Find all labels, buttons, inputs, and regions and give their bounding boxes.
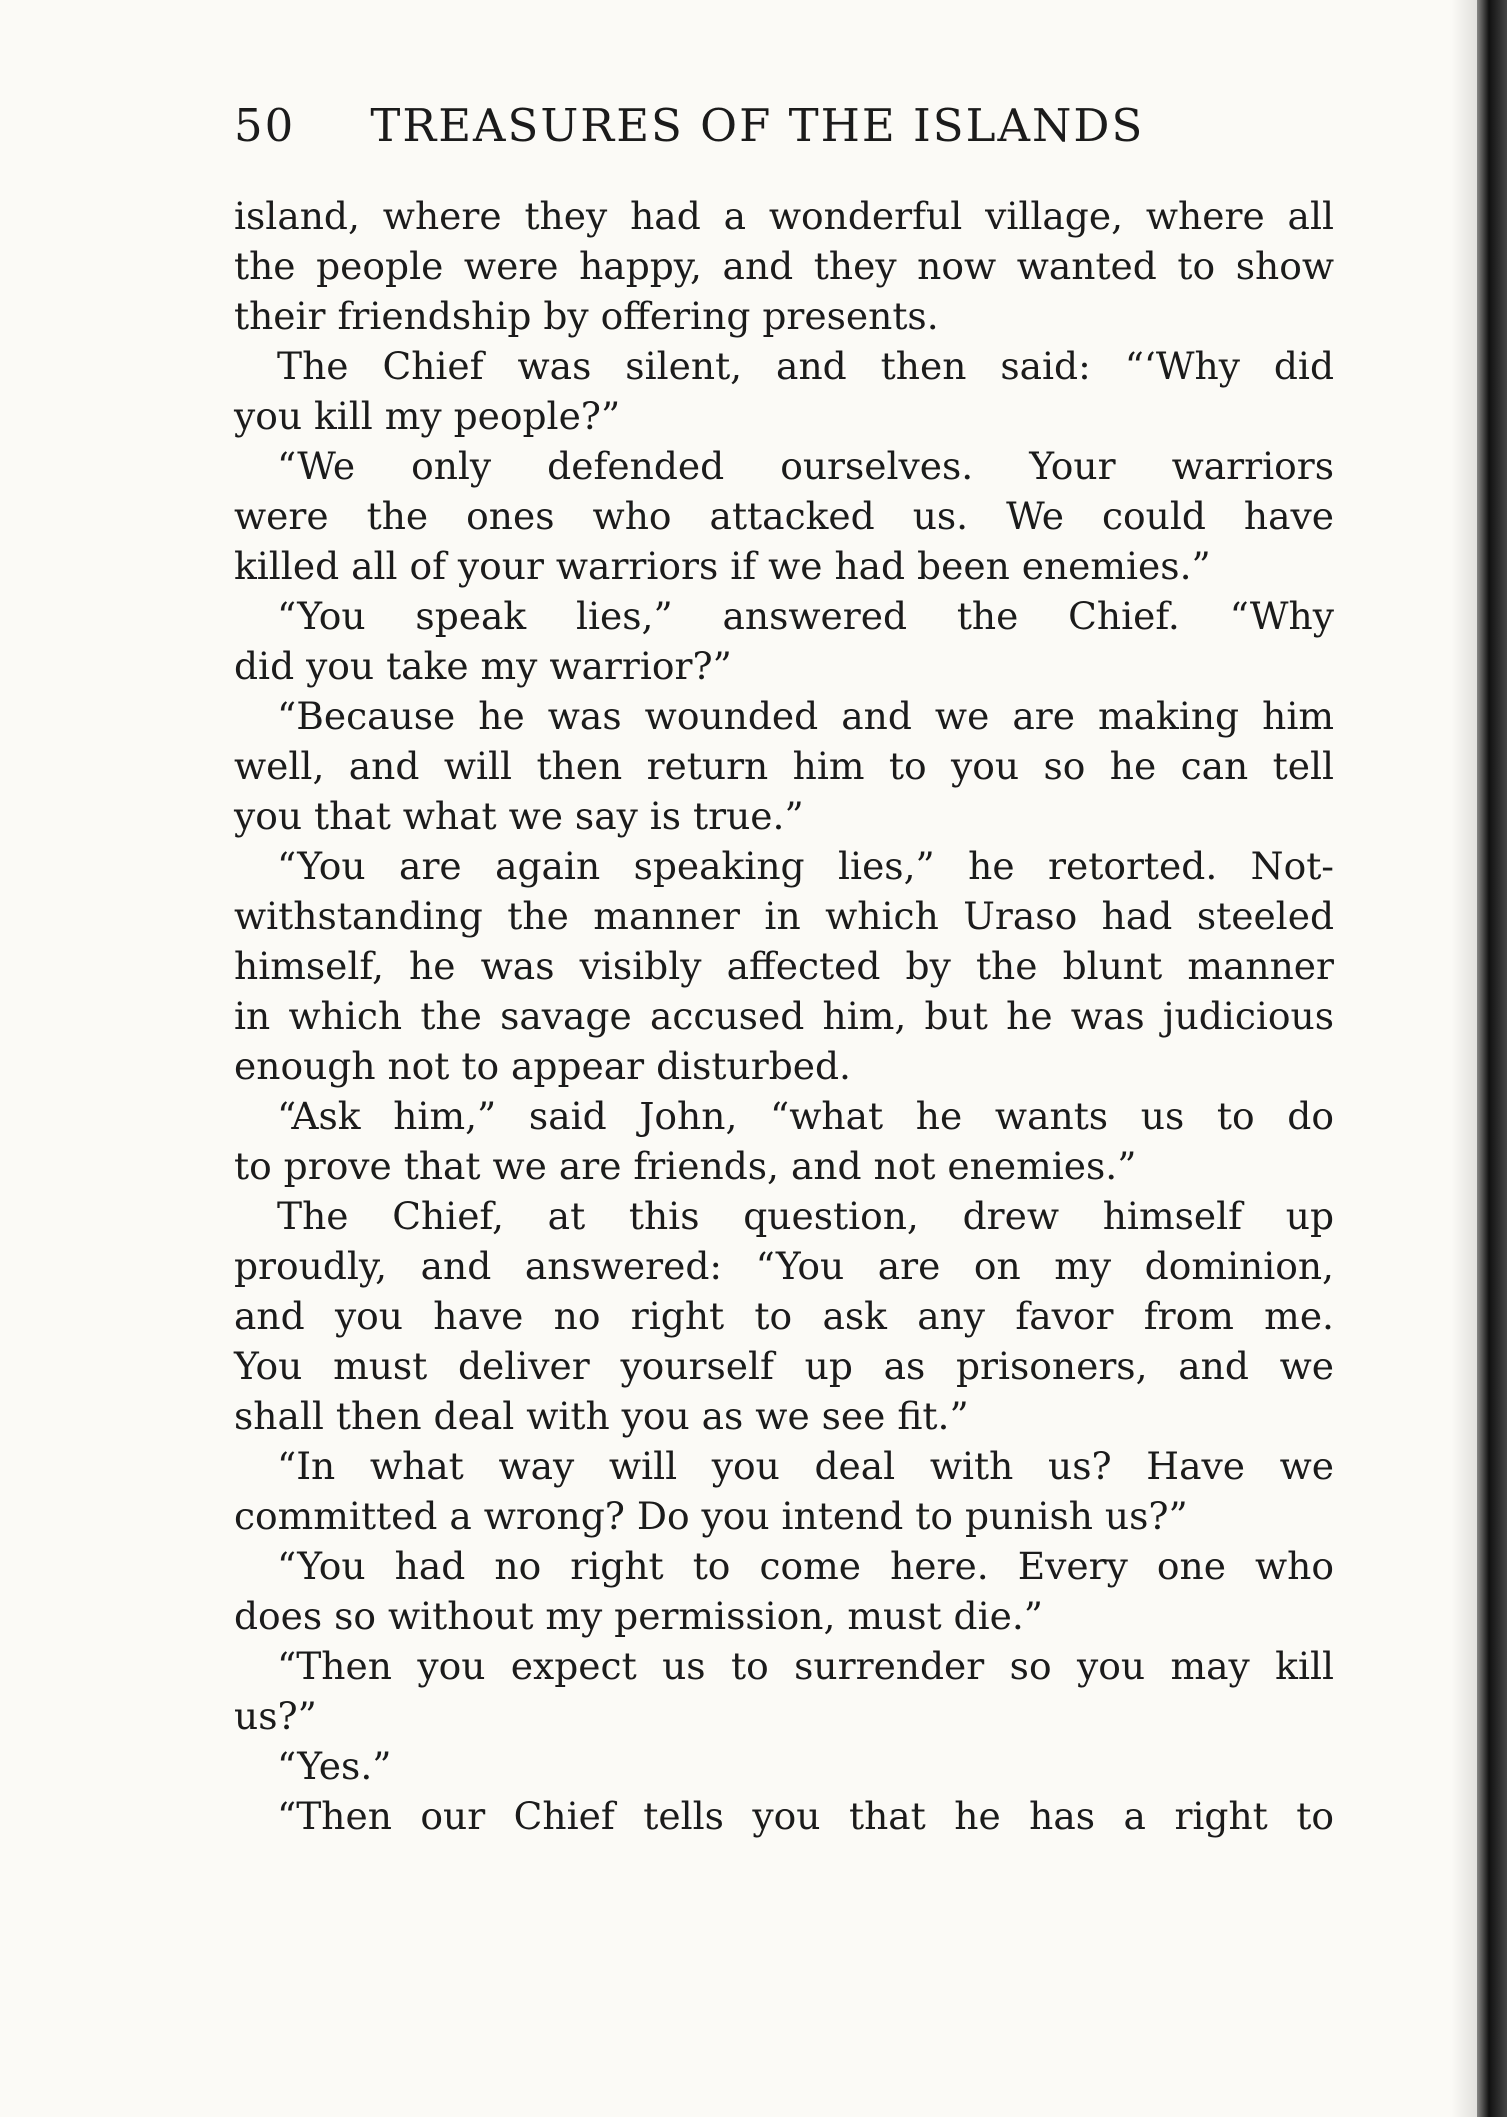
body-text <box>234 191 1334 1841</box>
text-line: “You had no right to come here. Every one who <box>277 1544 1334 1588</box>
text-line: The Chief, at this question, drew himself up <box>277 1194 1334 1238</box>
text-line: “You speak lies,” answered the Chief. “Why <box>277 594 1334 638</box>
page-binding-edge <box>1477 0 1507 2117</box>
text-line: you kill my people?” <box>234 394 621 438</box>
text-line: were the ones who attacked us. We could have <box>234 494 1334 538</box>
text-line: and you have no right to ask any favor from me. <box>234 1294 1334 1338</box>
text-line: you that what we say is true.” <box>234 794 804 838</box>
text-line: You must deliver yourself up as prisoners, and we <box>234 1344 1334 1388</box>
text-line: proudly, and answered: “You are on my dominion, <box>234 1244 1334 1288</box>
text-line: their friendship by offering presents. <box>234 294 939 338</box>
page-gutter-fade <box>1451 0 1477 2117</box>
text-line: well, and will then return him to you so he can tell <box>234 744 1334 788</box>
text-line: to prove that we are friends, and not enemies.” <box>234 1144 1137 1188</box>
text-line: “In what way will you deal with us? Have we <box>277 1444 1334 1488</box>
text-line: himself, he was visibly affected by the blunt manner <box>234 944 1334 988</box>
text-line: “Because he was wounded and we are making him <box>277 694 1334 738</box>
running-header <box>234 96 1334 156</box>
text-line: did you take my warrior?” <box>234 644 732 688</box>
running-title: TREASURES OF THE ISLANDS <box>370 99 1145 152</box>
text-line: committed a wrong? Do you intend to punish us?” <box>234 1494 1188 1538</box>
text-line: “Ask him,” said John, “what he wants us to do <box>277 1094 1334 1138</box>
text-line: The Chief was silent, and then said: “‘Why did <box>277 344 1334 388</box>
text-line: shall then deal with you as we see fit.” <box>234 1394 969 1438</box>
text-line: “You are again speaking lies,” he retorted. Not- <box>277 844 1334 888</box>
text-line: “Then our Chief tells you that he has a right to <box>277 1794 1334 1838</box>
text-line: enough not to appear disturbed. <box>234 1044 851 1088</box>
text-line: “Then you expect us to surrender so you may kill <box>277 1644 1334 1688</box>
text-line: in which the savage accused him, but he was judicious <box>234 994 1334 1038</box>
text-line: withstanding the manner in which Uraso had steeled <box>234 894 1334 938</box>
page-number: 50 <box>234 99 296 152</box>
text-line: the people were happy, and they now wanted to show <box>234 244 1334 288</box>
text-line: island, where they had a wonderful village, where all <box>234 194 1334 238</box>
text-line: “Yes.” <box>277 1744 392 1788</box>
text-line: us?” <box>234 1694 317 1738</box>
text-line: “We only defended ourselves. Your warriors <box>277 444 1334 488</box>
text-line: does so without my permission, must die.” <box>234 1594 1044 1638</box>
text-line: killed all of your warriors if we had been enemies.” <box>234 544 1211 588</box>
